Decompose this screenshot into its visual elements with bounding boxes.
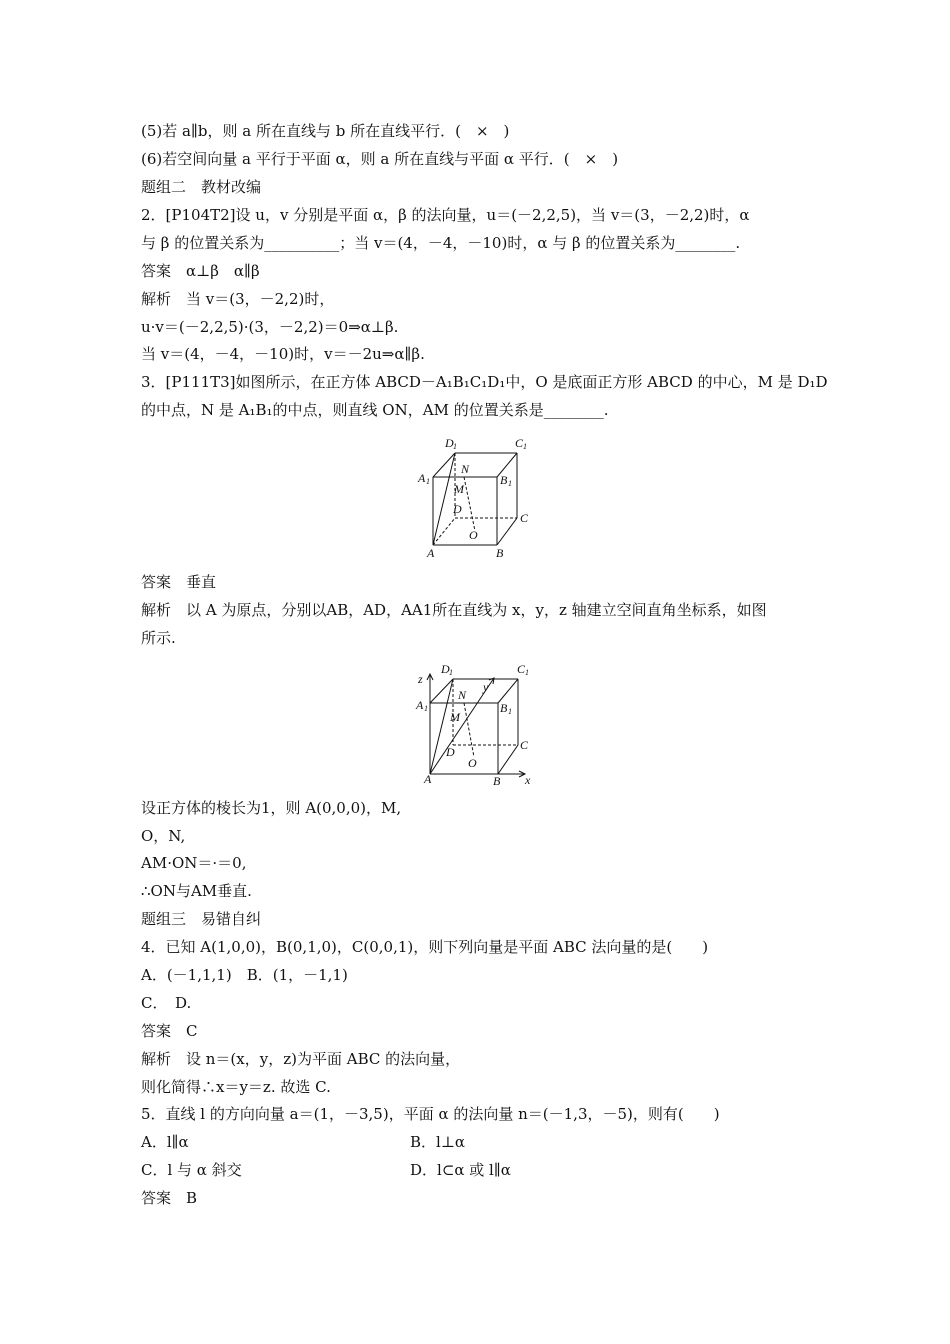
- figure-label: A: [427, 546, 435, 560]
- text-line: u·v＝(－2,2,5)·(3，－2,2)＝0⇒α⊥β.: [141, 318, 399, 336]
- question-5: 5．直线 l 的方向向量 a＝(1，－3,5)，平面 α 的法向量 n＝(－1,3，－5)，则有( ): [141, 1105, 720, 1123]
- figure-label: C: [520, 511, 529, 525]
- option-a: A．l∥α: [141, 1133, 189, 1151]
- figure-label: D: [445, 436, 454, 450]
- figure-label: B: [500, 473, 508, 487]
- figure-label: N: [461, 462, 470, 476]
- axis-label: y: [483, 680, 489, 694]
- text-line: 设正方体的棱长为1，则 A(0,0,0)，M,: [141, 799, 402, 817]
- text-line: 的中点，N 是 A₁B₁的中点，则直线 ON，AM 的位置关系是________.: [141, 401, 609, 419]
- question-3: 3．[P111T3]如图所示，在正方体 ABCD－A₁B₁C₁D₁中，O 是底面正方形 ABCD 的中心，M 是 D₁D: [141, 373, 828, 391]
- option-c: C．l 与 α 斜交: [141, 1161, 242, 1179]
- figure-label: 1: [449, 668, 453, 677]
- axis-label: z: [418, 672, 423, 686]
- figure-label: 1: [508, 479, 512, 488]
- analysis: 解析 当 v＝(3，－2,2)时，: [141, 290, 335, 308]
- figure-label: A: [416, 698, 424, 712]
- answer: 答案 α⊥β α∥β: [141, 262, 260, 280]
- section-heading: 题组三 易错自纠: [141, 910, 262, 928]
- text-line: 当 v＝(4，－4，－10)时，v＝－2u⇒α∥β.: [141, 345, 425, 363]
- figure-label: C: [515, 436, 524, 450]
- axis-label: x: [525, 773, 531, 787]
- analysis: 解析 以 A 为原点，分别以AB，AD，AA1所在直线为 x，y，z 轴建立空间直角坐标系，如图: [141, 601, 767, 619]
- figure-label: M: [450, 710, 460, 724]
- option-b: B．l⊥α: [410, 1133, 466, 1151]
- figure-label: N: [458, 688, 467, 702]
- text-line: 所示.: [141, 629, 176, 647]
- figure-label: D: [453, 502, 462, 516]
- question-4: 4．已知 A(1,0,0)，B(0,1,0)，C(0,0,1)，则下列向量是平面 ABC 法向量的是( ): [141, 938, 709, 956]
- text-line: AM·ON＝·＝0,: [141, 854, 247, 872]
- text-line: (6)若空间向量 a 平行于平面 α，则 a 所在直线与平面 α 平行．( × ): [141, 150, 619, 168]
- figure-label: O: [469, 528, 478, 542]
- option-line: A．(－1,1,1) B．(1，－1,1): [141, 966, 348, 984]
- figure-label: A: [424, 772, 432, 786]
- section-heading: 题组二 教材改编: [141, 178, 262, 196]
- figure-label: 1: [426, 477, 430, 486]
- cube-figure-2: [410, 659, 545, 789]
- figure-label: C: [517, 662, 526, 676]
- text-line: 则化简得∴x＝y＝z. 故选 C.: [141, 1078, 331, 1096]
- option-line: C． D.: [141, 994, 192, 1012]
- analysis: 解析 设 n＝(x，y，z)为平面 ABC 的法向量，: [141, 1050, 461, 1068]
- figure-label: C: [520, 738, 529, 752]
- figure-label: D: [446, 745, 455, 759]
- figure-label: B: [496, 546, 504, 560]
- cube-figure-1: [410, 433, 540, 563]
- figure-label: 1: [525, 668, 529, 677]
- figure-label: O: [468, 756, 477, 770]
- question-2: 2．[P104T2]设 u，v 分别是平面 α，β 的法向量，u＝(－2,2,5)，当 v＝(3，－2,2)时，α: [141, 206, 750, 224]
- figure-label: B: [500, 701, 508, 715]
- text-line: ∴ON与AM垂直.: [141, 882, 252, 900]
- figure-label: A: [418, 471, 426, 485]
- figure-label: 1: [424, 704, 428, 713]
- answer: 答案 C: [141, 1022, 198, 1040]
- text-line: (5)若 a∥b，则 a 所在直线与 b 所在直线平行．( × ): [141, 122, 510, 140]
- text-line: 与 β 的位置关系为__________；当 v＝(4，－4，－10)时，α 与 β 的位置关系为________.: [141, 234, 741, 252]
- figure-label: D: [441, 662, 450, 676]
- figure-label: B: [493, 774, 501, 788]
- answer: 答案 垂直: [141, 573, 217, 591]
- text-line: O，N,: [141, 827, 186, 845]
- figure-label: 1: [508, 707, 512, 716]
- answer: 答案 B: [141, 1189, 198, 1207]
- figure-label: M: [454, 482, 464, 496]
- figure-label: 1: [523, 442, 527, 451]
- option-d: D．l⊂α 或 l∥α: [410, 1161, 511, 1179]
- figure-label: 1: [453, 442, 457, 451]
